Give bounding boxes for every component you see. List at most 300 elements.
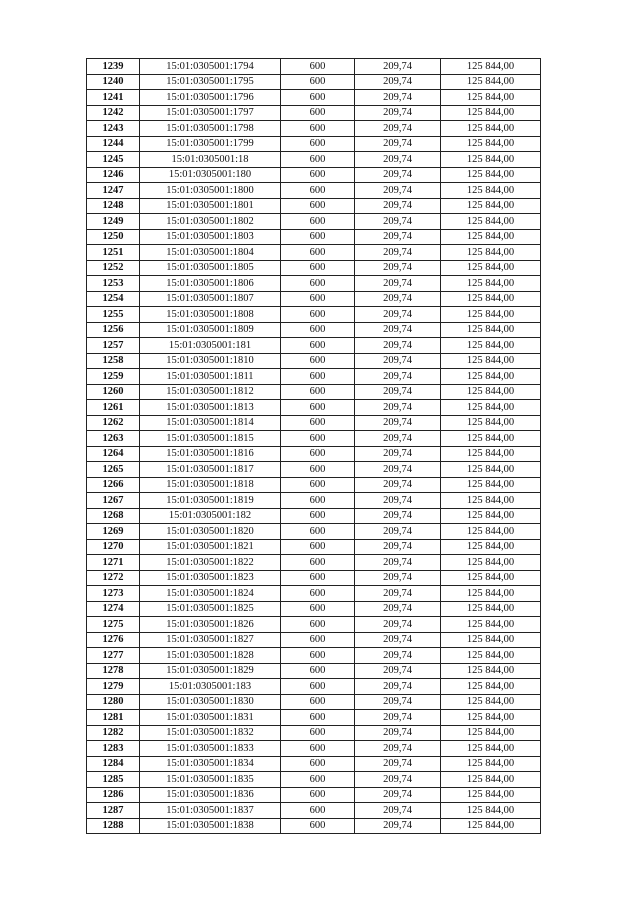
area-cell: 600	[281, 229, 355, 245]
row-number-cell: 1271	[87, 555, 140, 571]
table-row	[87, 400, 541, 416]
table-row	[87, 741, 541, 757]
table-row	[87, 586, 541, 602]
table-row	[87, 648, 541, 664]
cadastral-number-cell: 15:01:0305001:1832	[140, 725, 281, 741]
area-cell: 600	[281, 648, 355, 664]
row-number-cell: 1253	[87, 276, 140, 292]
area-cell: 600	[281, 477, 355, 493]
amount-cell: 125 844,00	[441, 229, 541, 245]
rate-cell: 209,74	[355, 555, 441, 571]
amount-cell: 125 844,00	[441, 446, 541, 462]
rate-cell: 209,74	[355, 245, 441, 261]
cadastral-number-cell: 15:01:0305001:1830	[140, 694, 281, 710]
row-number-cell: 1259	[87, 369, 140, 385]
area-cell: 600	[281, 260, 355, 276]
amount-cell: 125 844,00	[441, 555, 541, 571]
row-number-cell: 1260	[87, 384, 140, 400]
table-row	[87, 276, 541, 292]
row-number-cell: 1266	[87, 477, 140, 493]
amount-cell: 125 844,00	[441, 570, 541, 586]
table-row	[87, 787, 541, 803]
area-cell: 600	[281, 384, 355, 400]
row-number-cell: 1270	[87, 539, 140, 555]
row-number-cell: 1248	[87, 198, 140, 214]
rate-cell: 209,74	[355, 477, 441, 493]
rate-cell: 209,74	[355, 152, 441, 168]
amount-cell: 125 844,00	[441, 353, 541, 369]
amount-cell: 125 844,00	[441, 477, 541, 493]
cadastral-number-cell: 15:01:0305001:1827	[140, 632, 281, 648]
area-cell: 600	[281, 90, 355, 106]
table-row	[87, 152, 541, 168]
amount-cell: 125 844,00	[441, 291, 541, 307]
area-cell: 600	[281, 105, 355, 121]
rate-cell: 209,74	[355, 322, 441, 338]
amount-cell: 125 844,00	[441, 152, 541, 168]
row-number-cell: 1242	[87, 105, 140, 121]
cadastral-number-cell: 15:01:0305001:1809	[140, 322, 281, 338]
rate-cell: 209,74	[355, 710, 441, 726]
area-cell: 600	[281, 152, 355, 168]
cadastral-number-cell: 15:01:0305001:1811	[140, 369, 281, 385]
rate-cell: 209,74	[355, 183, 441, 199]
table-row	[87, 431, 541, 447]
amount-cell: 125 844,00	[441, 59, 541, 75]
cadastral-number-cell: 15:01:0305001:1795	[140, 74, 281, 90]
rate-cell: 209,74	[355, 446, 441, 462]
cadastral-number-cell: 15:01:0305001:1796	[140, 90, 281, 106]
row-number-cell: 1286	[87, 787, 140, 803]
cadastral-number-cell: 15:01:0305001:1831	[140, 710, 281, 726]
cadastral-number-cell: 15:01:0305001:1804	[140, 245, 281, 261]
cadastral-number-cell: 15:01:0305001:1834	[140, 756, 281, 772]
row-number-cell: 1274	[87, 601, 140, 617]
table-row	[87, 353, 541, 369]
rate-cell: 209,74	[355, 694, 441, 710]
cadastral-number-cell: 15:01:0305001:1822	[140, 555, 281, 571]
rate-cell: 209,74	[355, 679, 441, 695]
area-cell: 600	[281, 787, 355, 803]
table-row	[87, 369, 541, 385]
table-row	[87, 508, 541, 524]
cadastral-number-cell: 15:01:0305001:1805	[140, 260, 281, 276]
amount-cell: 125 844,00	[441, 648, 541, 664]
table-row	[87, 229, 541, 245]
amount-cell: 125 844,00	[441, 539, 541, 555]
row-number-cell: 1275	[87, 617, 140, 633]
cadastral-number-cell: 15:01:0305001:180	[140, 167, 281, 183]
amount-cell: 125 844,00	[441, 710, 541, 726]
table-row	[87, 214, 541, 230]
rate-cell: 209,74	[355, 400, 441, 416]
amount-cell: 125 844,00	[441, 741, 541, 757]
amount-cell: 125 844,00	[441, 198, 541, 214]
area-cell: 600	[281, 601, 355, 617]
area-cell: 600	[281, 245, 355, 261]
row-number-cell: 1272	[87, 570, 140, 586]
area-cell: 600	[281, 725, 355, 741]
table-row	[87, 105, 541, 121]
area-cell: 600	[281, 741, 355, 757]
area-cell: 600	[281, 74, 355, 90]
table-row	[87, 570, 541, 586]
amount-cell: 125 844,00	[441, 663, 541, 679]
area-cell: 600	[281, 198, 355, 214]
rate-cell: 209,74	[355, 787, 441, 803]
cadastral-number-cell: 15:01:0305001:1833	[140, 741, 281, 757]
table-row	[87, 415, 541, 431]
rate-cell: 209,74	[355, 539, 441, 555]
rate-cell: 209,74	[355, 229, 441, 245]
row-number-cell: 1276	[87, 632, 140, 648]
area-cell: 600	[281, 183, 355, 199]
rate-cell: 209,74	[355, 353, 441, 369]
cadastral-number-cell: 15:01:0305001:1815	[140, 431, 281, 447]
cadastral-number-cell: 15:01:0305001:1837	[140, 803, 281, 819]
amount-cell: 125 844,00	[441, 694, 541, 710]
amount-cell: 125 844,00	[441, 462, 541, 478]
cadastral-table	[86, 58, 541, 834]
rate-cell: 209,74	[355, 384, 441, 400]
rate-cell: 209,74	[355, 260, 441, 276]
area-cell: 600	[281, 136, 355, 152]
area-cell: 600	[281, 338, 355, 354]
row-number-cell: 1261	[87, 400, 140, 416]
table-row	[87, 245, 541, 261]
cadastral-number-cell: 15:01:0305001:183	[140, 679, 281, 695]
amount-cell: 125 844,00	[441, 524, 541, 540]
rate-cell: 209,74	[355, 369, 441, 385]
row-number-cell: 1246	[87, 167, 140, 183]
table-row	[87, 136, 541, 152]
row-number-cell: 1250	[87, 229, 140, 245]
row-number-cell: 1280	[87, 694, 140, 710]
amount-cell: 125 844,00	[441, 307, 541, 323]
area-cell: 600	[281, 167, 355, 183]
table-row	[87, 198, 541, 214]
rate-cell: 209,74	[355, 214, 441, 230]
amount-cell: 125 844,00	[441, 818, 541, 834]
cadastral-number-cell: 15:01:0305001:182	[140, 508, 281, 524]
cadastral-number-cell: 15:01:0305001:181	[140, 338, 281, 354]
rate-cell: 209,74	[355, 601, 441, 617]
row-number-cell: 1269	[87, 524, 140, 540]
cadastral-number-cell: 15:01:0305001:18	[140, 152, 281, 168]
amount-cell: 125 844,00	[441, 121, 541, 137]
table-row	[87, 477, 541, 493]
row-number-cell: 1256	[87, 322, 140, 338]
table-row	[87, 322, 541, 338]
amount-cell: 125 844,00	[441, 508, 541, 524]
area-cell: 600	[281, 570, 355, 586]
row-number-cell: 1251	[87, 245, 140, 261]
amount-cell: 125 844,00	[441, 369, 541, 385]
amount-cell: 125 844,00	[441, 725, 541, 741]
rate-cell: 209,74	[355, 725, 441, 741]
area-cell: 600	[281, 307, 355, 323]
rate-cell: 209,74	[355, 570, 441, 586]
area-cell: 600	[281, 632, 355, 648]
rate-cell: 209,74	[355, 586, 441, 602]
cadastral-number-cell: 15:01:0305001:1810	[140, 353, 281, 369]
table-row	[87, 679, 541, 695]
table-row	[87, 663, 541, 679]
amount-cell: 125 844,00	[441, 276, 541, 292]
area-cell: 600	[281, 493, 355, 509]
cadastral-number-cell: 15:01:0305001:1801	[140, 198, 281, 214]
amount-cell: 125 844,00	[441, 183, 541, 199]
row-number-cell: 1263	[87, 431, 140, 447]
table-row	[87, 260, 541, 276]
area-cell: 600	[281, 446, 355, 462]
amount-cell: 125 844,00	[441, 787, 541, 803]
area-cell: 600	[281, 59, 355, 75]
amount-cell: 125 844,00	[441, 384, 541, 400]
row-number-cell: 1287	[87, 803, 140, 819]
rate-cell: 209,74	[355, 276, 441, 292]
row-number-cell: 1243	[87, 121, 140, 137]
table-row	[87, 725, 541, 741]
area-cell: 600	[281, 539, 355, 555]
table-row	[87, 338, 541, 354]
row-number-cell: 1249	[87, 214, 140, 230]
rate-cell: 209,74	[355, 59, 441, 75]
amount-cell: 125 844,00	[441, 601, 541, 617]
table-row	[87, 617, 541, 633]
amount-cell: 125 844,00	[441, 167, 541, 183]
amount-cell: 125 844,00	[441, 105, 541, 121]
table-row	[87, 307, 541, 323]
rate-cell: 209,74	[355, 524, 441, 540]
area-cell: 600	[281, 462, 355, 478]
table-row	[87, 384, 541, 400]
rate-cell: 209,74	[355, 307, 441, 323]
rate-cell: 209,74	[355, 741, 441, 757]
cadastral-number-cell: 15:01:0305001:1813	[140, 400, 281, 416]
cadastral-number-cell: 15:01:0305001:1807	[140, 291, 281, 307]
table-row	[87, 59, 541, 75]
table-row	[87, 291, 541, 307]
table-body	[87, 59, 541, 834]
amount-cell: 125 844,00	[441, 90, 541, 106]
amount-cell: 125 844,00	[441, 214, 541, 230]
rate-cell: 209,74	[355, 648, 441, 664]
amount-cell: 125 844,00	[441, 74, 541, 90]
row-number-cell: 1240	[87, 74, 140, 90]
rate-cell: 209,74	[355, 756, 441, 772]
table-row	[87, 803, 541, 819]
row-number-cell: 1244	[87, 136, 140, 152]
cadastral-number-cell: 15:01:0305001:1797	[140, 105, 281, 121]
area-cell: 600	[281, 617, 355, 633]
amount-cell: 125 844,00	[441, 136, 541, 152]
row-number-cell: 1264	[87, 446, 140, 462]
rate-cell: 209,74	[355, 105, 441, 121]
row-number-cell: 1284	[87, 756, 140, 772]
cadastral-number-cell: 15:01:0305001:1836	[140, 787, 281, 803]
cadastral-number-cell: 15:01:0305001:1812	[140, 384, 281, 400]
area-cell: 600	[281, 555, 355, 571]
amount-cell: 125 844,00	[441, 632, 541, 648]
amount-cell: 125 844,00	[441, 400, 541, 416]
cadastral-number-cell: 15:01:0305001:1814	[140, 415, 281, 431]
cadastral-number-cell: 15:01:0305001:1824	[140, 586, 281, 602]
cadastral-number-cell: 15:01:0305001:1816	[140, 446, 281, 462]
rate-cell: 209,74	[355, 431, 441, 447]
cadastral-number-cell: 15:01:0305001:1829	[140, 663, 281, 679]
table-row	[87, 632, 541, 648]
rate-cell: 209,74	[355, 198, 441, 214]
area-cell: 600	[281, 772, 355, 788]
row-number-cell: 1241	[87, 90, 140, 106]
row-number-cell: 1283	[87, 741, 140, 757]
table-row	[87, 90, 541, 106]
area-cell: 600	[281, 663, 355, 679]
table-row	[87, 446, 541, 462]
table-row	[87, 524, 541, 540]
row-number-cell: 1257	[87, 338, 140, 354]
table-row	[87, 710, 541, 726]
cadastral-number-cell: 15:01:0305001:1818	[140, 477, 281, 493]
table-row	[87, 694, 541, 710]
cadastral-number-cell: 15:01:0305001:1819	[140, 493, 281, 509]
area-cell: 600	[281, 322, 355, 338]
table-row	[87, 772, 541, 788]
area-cell: 600	[281, 710, 355, 726]
rate-cell: 209,74	[355, 291, 441, 307]
rate-cell: 209,74	[355, 508, 441, 524]
amount-cell: 125 844,00	[441, 415, 541, 431]
table-row	[87, 462, 541, 478]
row-number-cell: 1281	[87, 710, 140, 726]
cadastral-number-cell: 15:01:0305001:1820	[140, 524, 281, 540]
area-cell: 600	[281, 400, 355, 416]
area-cell: 600	[281, 524, 355, 540]
amount-cell: 125 844,00	[441, 803, 541, 819]
row-number-cell: 1254	[87, 291, 140, 307]
area-cell: 600	[281, 756, 355, 772]
area-cell: 600	[281, 694, 355, 710]
area-cell: 600	[281, 121, 355, 137]
row-number-cell: 1252	[87, 260, 140, 276]
table-row	[87, 555, 541, 571]
table-row	[87, 493, 541, 509]
area-cell: 600	[281, 276, 355, 292]
cadastral-number-cell: 15:01:0305001:1798	[140, 121, 281, 137]
rate-cell: 209,74	[355, 136, 441, 152]
row-number-cell: 1267	[87, 493, 140, 509]
row-number-cell: 1245	[87, 152, 140, 168]
cadastral-number-cell: 15:01:0305001:1821	[140, 539, 281, 555]
rate-cell: 209,74	[355, 90, 441, 106]
amount-cell: 125 844,00	[441, 431, 541, 447]
row-number-cell: 1288	[87, 818, 140, 834]
table-row	[87, 121, 541, 137]
amount-cell: 125 844,00	[441, 260, 541, 276]
cadastral-number-cell: 15:01:0305001:1838	[140, 818, 281, 834]
rate-cell: 209,74	[355, 462, 441, 478]
table-row	[87, 756, 541, 772]
cadastral-number-cell: 15:01:0305001:1825	[140, 601, 281, 617]
amount-cell: 125 844,00	[441, 245, 541, 261]
row-number-cell: 1273	[87, 586, 140, 602]
rate-cell: 209,74	[355, 663, 441, 679]
amount-cell: 125 844,00	[441, 586, 541, 602]
cadastral-number-cell: 15:01:0305001:1802	[140, 214, 281, 230]
row-number-cell: 1239	[87, 59, 140, 75]
rate-cell: 209,74	[355, 772, 441, 788]
area-cell: 600	[281, 415, 355, 431]
table-row	[87, 601, 541, 617]
table-row	[87, 183, 541, 199]
table-row	[87, 539, 541, 555]
cadastral-number-cell: 15:01:0305001:1828	[140, 648, 281, 664]
row-number-cell: 1268	[87, 508, 140, 524]
row-number-cell: 1255	[87, 307, 140, 323]
cadastral-number-cell: 15:01:0305001:1817	[140, 462, 281, 478]
cadastral-number-cell: 15:01:0305001:1803	[140, 229, 281, 245]
area-cell: 600	[281, 803, 355, 819]
row-number-cell: 1265	[87, 462, 140, 478]
area-cell: 600	[281, 586, 355, 602]
amount-cell: 125 844,00	[441, 338, 541, 354]
rate-cell: 209,74	[355, 493, 441, 509]
table-row	[87, 74, 541, 90]
cadastral-number-cell: 15:01:0305001:1808	[140, 307, 281, 323]
cadastral-number-cell: 15:01:0305001:1823	[140, 570, 281, 586]
row-number-cell: 1282	[87, 725, 140, 741]
amount-cell: 125 844,00	[441, 493, 541, 509]
area-cell: 600	[281, 369, 355, 385]
cadastral-number-cell: 15:01:0305001:1806	[140, 276, 281, 292]
amount-cell: 125 844,00	[441, 617, 541, 633]
row-number-cell: 1258	[87, 353, 140, 369]
cadastral-number-cell: 15:01:0305001:1835	[140, 772, 281, 788]
rate-cell: 209,74	[355, 167, 441, 183]
row-number-cell: 1285	[87, 772, 140, 788]
row-number-cell: 1277	[87, 648, 140, 664]
cadastral-number-cell: 15:01:0305001:1826	[140, 617, 281, 633]
rate-cell: 209,74	[355, 632, 441, 648]
area-cell: 600	[281, 679, 355, 695]
area-cell: 600	[281, 431, 355, 447]
rate-cell: 209,74	[355, 74, 441, 90]
area-cell: 600	[281, 291, 355, 307]
area-cell: 600	[281, 214, 355, 230]
table-row	[87, 818, 541, 834]
area-cell: 600	[281, 353, 355, 369]
rate-cell: 209,74	[355, 121, 441, 137]
area-cell: 600	[281, 508, 355, 524]
rate-cell: 209,74	[355, 617, 441, 633]
rate-cell: 209,74	[355, 338, 441, 354]
amount-cell: 125 844,00	[441, 322, 541, 338]
amount-cell: 125 844,00	[441, 772, 541, 788]
rate-cell: 209,74	[355, 415, 441, 431]
area-cell: 600	[281, 818, 355, 834]
row-number-cell: 1262	[87, 415, 140, 431]
row-number-cell: 1278	[87, 663, 140, 679]
amount-cell: 125 844,00	[441, 679, 541, 695]
cadastral-number-cell: 15:01:0305001:1799	[140, 136, 281, 152]
amount-cell: 125 844,00	[441, 756, 541, 772]
rate-cell: 209,74	[355, 818, 441, 834]
cadastral-number-cell: 15:01:0305001:1800	[140, 183, 281, 199]
cadastral-number-cell: 15:01:0305001:1794	[140, 59, 281, 75]
table-row	[87, 167, 541, 183]
row-number-cell: 1279	[87, 679, 140, 695]
